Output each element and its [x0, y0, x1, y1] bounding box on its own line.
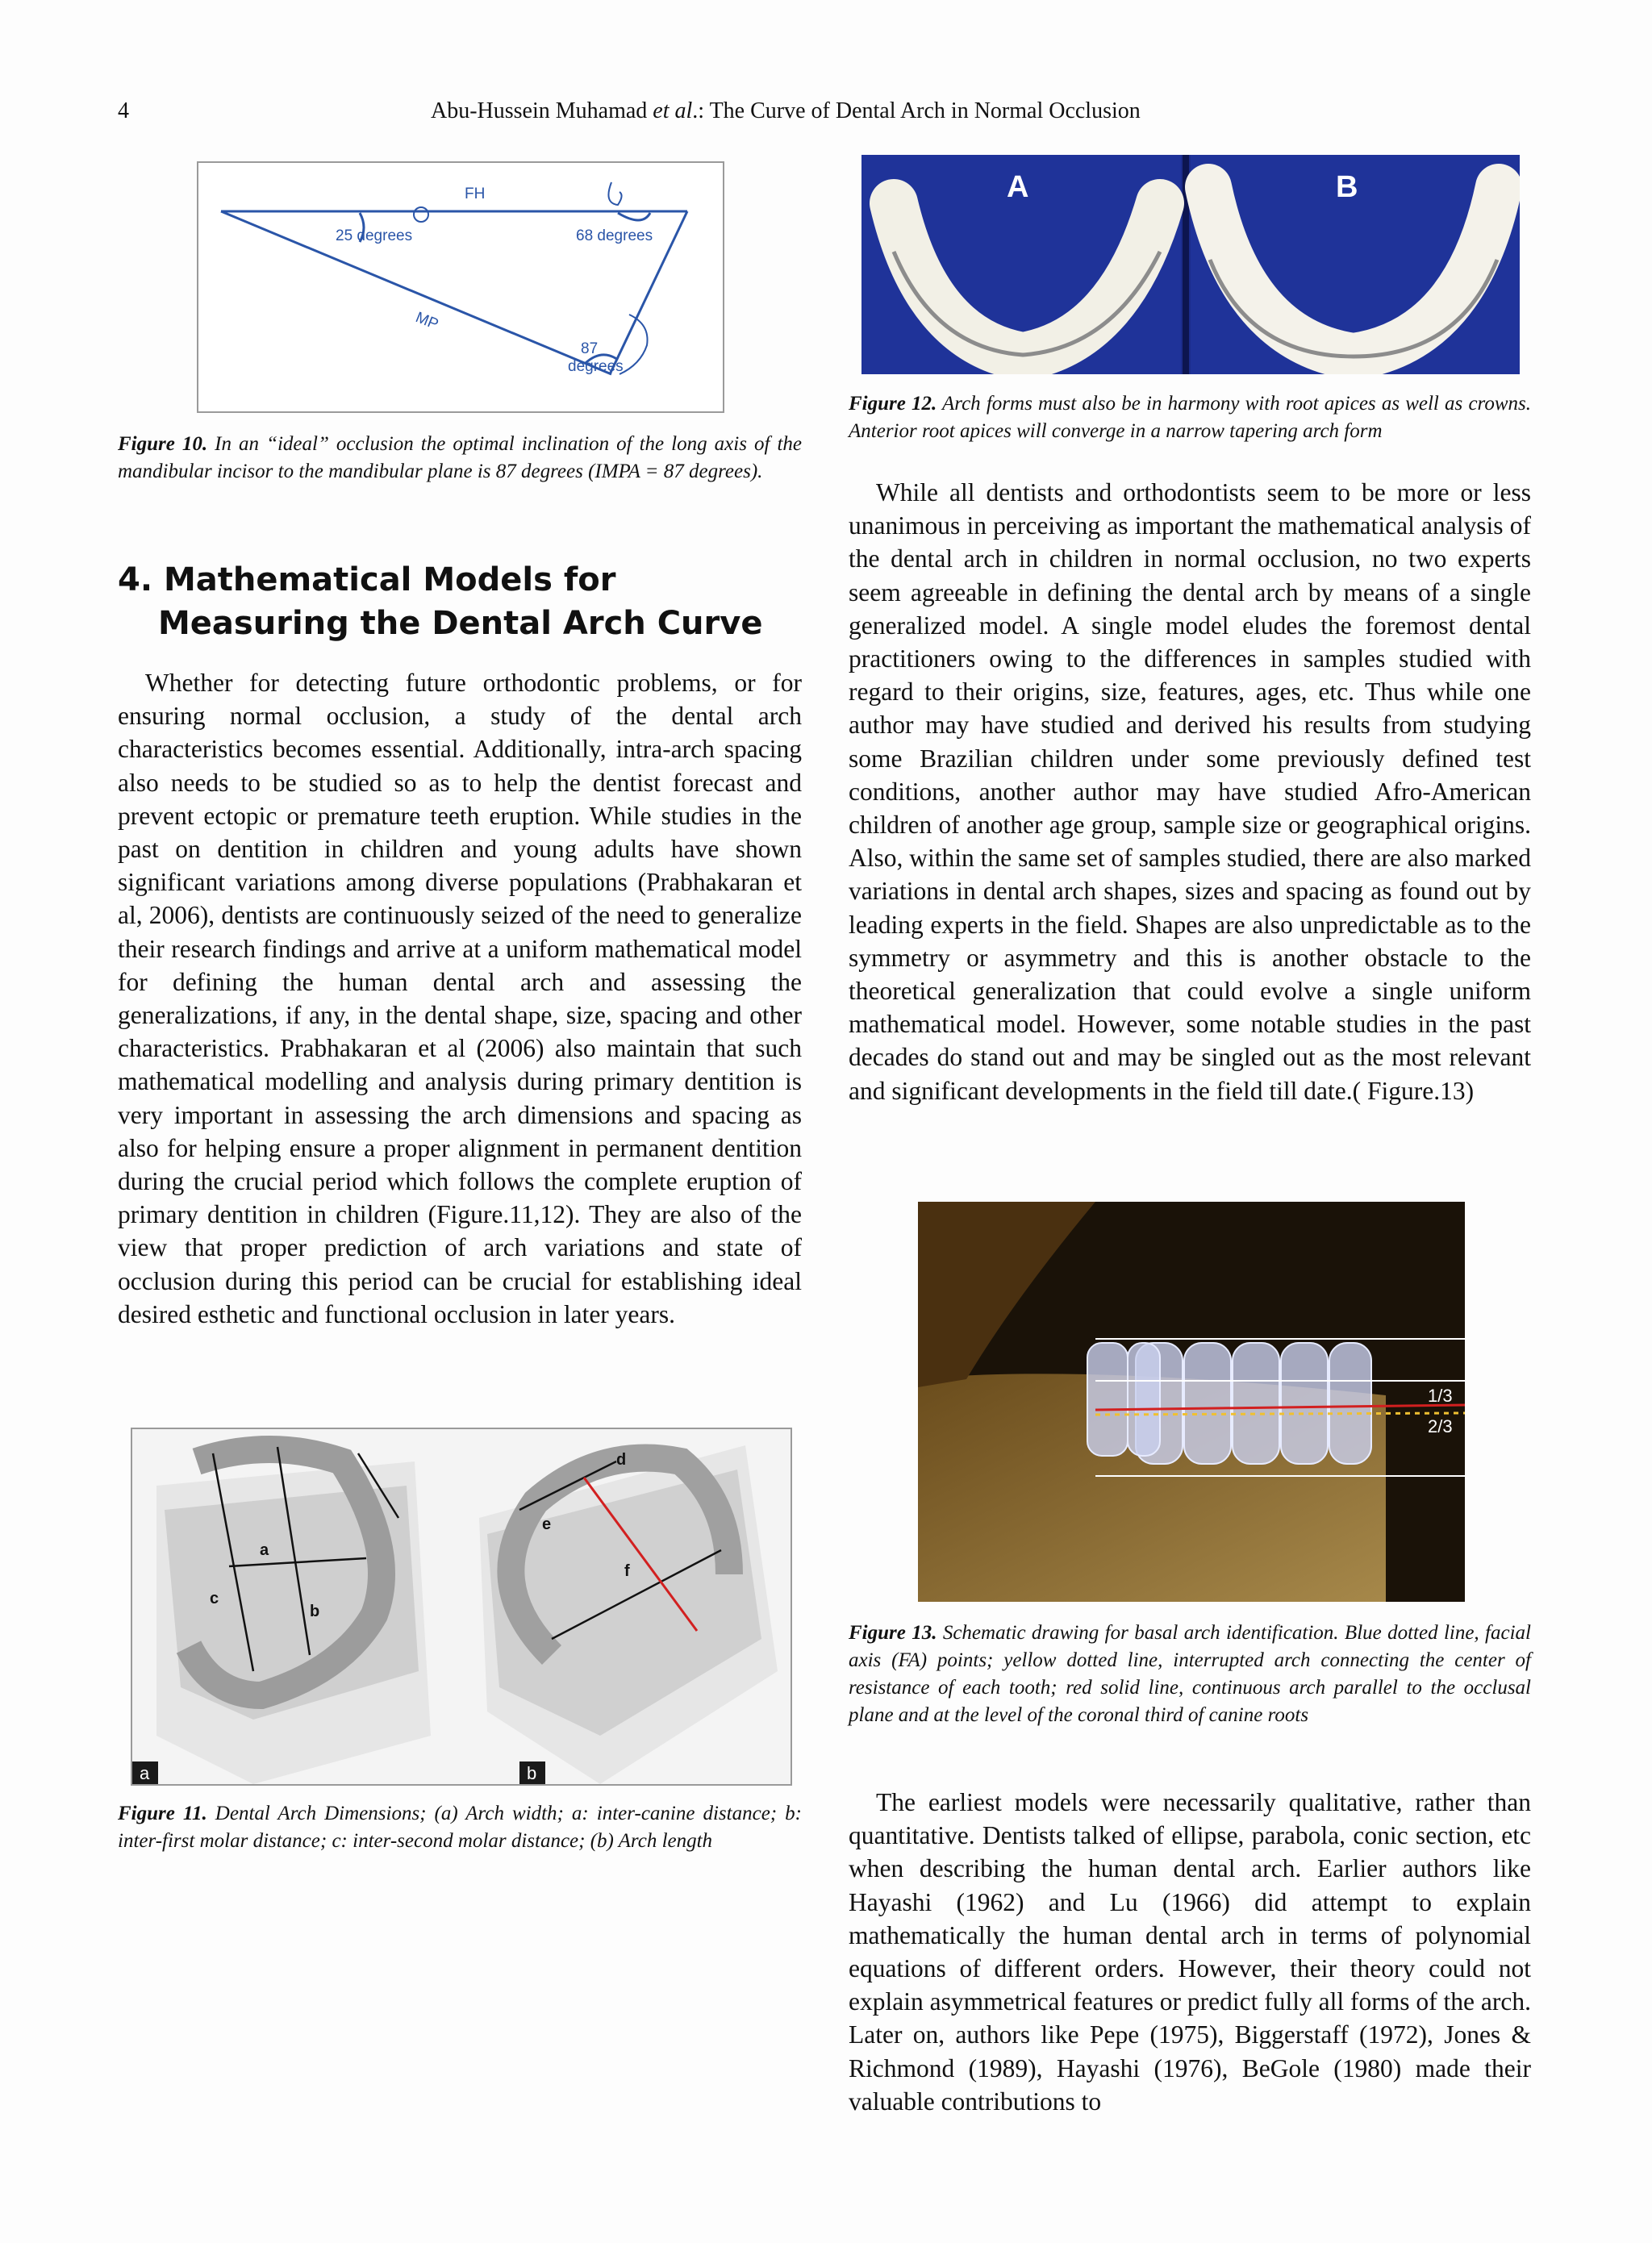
dim-label-b1: d: [616, 1451, 627, 1469]
third-label-2: 2/3: [1428, 1416, 1453, 1436]
running-title: Abu-Hussein Muhamad et al.: The Curve of Dental Arch in Normal Occlusion: [431, 98, 1141, 123]
dim-label-b2: e: [542, 1515, 552, 1533]
figure-13-illustration: [918, 1202, 1465, 1602]
right-body-2: The earliest models were necessarily qualitative, rather than quantitative. Dentists talked of ellipse, parabola, conic section, etc when describing the human dental arch. Earlier authors like Hayashi (1962) and Lu (1966) did attempt to explain mathematically the human dental arch in terms of polynomial equations of different orders. However, their theory could not explain asymmetrical features or predict fully all forms of the arch. Later on, authors like Pepe (1975), Biggerstaff (1972), Jones & Richmond (1989), Hayashi (1976), BeGole (1980) made their valuable contributions to: [849, 1788, 1531, 2116]
right-body-1: While all dentists and orthodontists seem to be more or less unanimous in perceiving as important the mathematical analysis of the dental arch in children in normal occlusion, no two experts seem agreeable in defining the dental arch by means of a single generalized model. A single model eludes the foremost dental practitioners owing to the differences in samples studied with regard to their origins, size, features, ages, etc. Thus while one author may have studied and derived his results from studying some Brazilian children under some previously defined test conditions, another author may have studied Afro-American children of another age group, sample size or geographical origins. Also, within the same set of samples studied, there are also marked variations in dental arch shapes, sizes and spacing as found out by leading experts in the field. Shapes are also unpredictable as to the symmetry or asymmetry and this is another obstacle to the theoretical generalization that could evolve a single uniform mathematical model. However, some notable studies in the past decades do stand out and may be singled out as the most relevant and significant developments in the field till date.( Figure.13): [849, 478, 1531, 1105]
panel-tag-b: b: [527, 1763, 537, 1783]
third-label-1: 1/3: [1428, 1386, 1453, 1406]
angle-arc-68: [618, 213, 650, 220]
dim-label-a3: c: [210, 1590, 219, 1607]
section-heading: 4. Mathematical Models for Measuring the Dental Arch Curve: [118, 561, 763, 642]
mp-line: [221, 211, 611, 374]
angle-87-unit: degrees: [568, 358, 624, 375]
angle-25-label: 25 degrees: [336, 227, 413, 244]
ramus-shadow: [918, 1202, 1095, 1387]
orbitale-mark: [414, 207, 428, 222]
page-number: 4: [118, 98, 129, 123]
dim-label-a1: a: [260, 1541, 269, 1559]
porion-mark: [608, 182, 621, 205]
figure-11-caption: Figure 11. Dental Arch Dimensions; (a) Arch width; a: inter-canine distance; b: inter-first molar distance; c: inter-second molar distance; (b) Arch length: [118, 1803, 802, 1852]
teeth-group: [1087, 1343, 1371, 1464]
fh-label: FH: [465, 186, 486, 202]
figure-10: [197, 161, 724, 413]
figure-10-diagram: [198, 163, 723, 411]
angle-68-label: 68 degrees: [576, 227, 653, 244]
mp-label: MP: [413, 309, 441, 334]
figure-13: [918, 1202, 1465, 1602]
figure-12-photo: [861, 155, 1520, 374]
figure-10-caption: Figure 10. In an “ideal” occlusion the optimal inclination of the long axis of the mandibular incisor to the mandibular plane is 87 degrees (IMPA = 87 degrees).: [118, 433, 802, 482]
panel-tag-a: a: [140, 1763, 150, 1783]
photo-b-label: B: [1336, 170, 1358, 204]
dim-label-b3: f: [624, 1562, 630, 1580]
figure-12-caption: Figure 12. Arch forms must also be in harmony with root apices as well as crowns. Anterior root apices will converge in a narrow tapering arch form: [849, 393, 1531, 442]
figure-11-illustration: [132, 1429, 791, 1784]
section-4-body: Whether for detecting future orthodontic problems, or for ensuring normal occlusion, a study of the dental arch characteristics becomes essential. Additionally, intra-arch spacing also needs to be studied so as to help the dentist forecast and prevent ectopic or premature teeth eruption. While studies in the past on dentition in children and young adults have shown significant variations among diverse populations (Prabhakaran et al, 2006), dentists are continuously seized of the need to generalize their research findings and arrive at a uniform mathematical model for defining the human dental arch and assessing the generalizations, if any, in the dental shape, size, spacing and other characteristics. Prabhakaran et al (2006) also maintain that such mathematical modelling and analysis during primary dentition is very important in assessing the arch dimensions and spacing as also for helping ensure a proper alignment in permanent dentition during the crucial period which follows the complete eruption of primary dentition in children (Figure.11,12). They are also of the view that proper prediction of arch variations and state of occlusion during this period can be crucial for establishing ideal desired esthetic and functional occlusion in later years.: [118, 669, 802, 1328]
angle-87-label: 87: [581, 340, 599, 357]
photo-a-label: A: [1007, 170, 1029, 204]
dim-label-a2: b: [310, 1603, 320, 1620]
figure-13-caption: Figure 13. Schematic drawing for basal arch identification. Blue dotted line, facial axis (FA) points; yellow dotted line, interrupted arch connecting the center of resistance of each tooth; red solid line, continuous arch parallel to the occlusal plane and at the level of the coronal third of canine roots: [849, 1622, 1531, 1726]
figure-11: [131, 1428, 792, 1786]
figure-12: [861, 155, 1520, 374]
